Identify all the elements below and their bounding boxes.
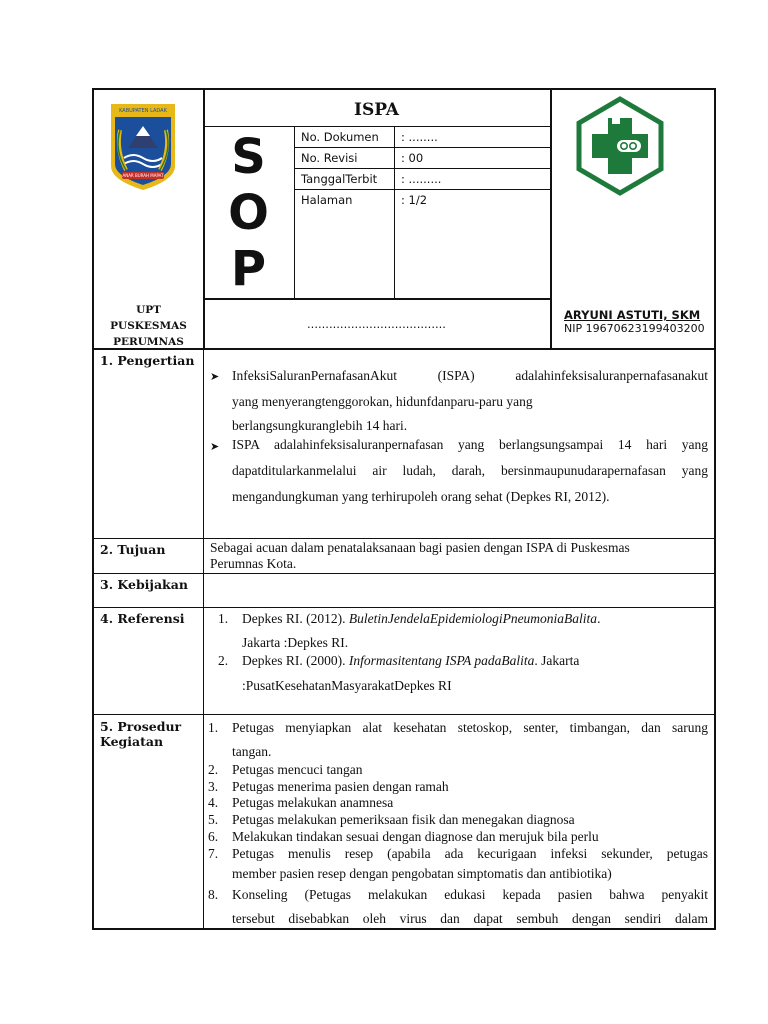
procedure-step [232,720,708,762]
section-label-pengertian: 1. Pengertian [100,353,195,368]
text-line: Perumnas Kota. [210,556,297,571]
puskesmas-logo [570,96,670,196]
section-label-kebijakan: 3. Kebijakan [100,577,188,592]
procedure-step: Petugas menerima pasien dengan ramah [232,779,449,794]
ref-text: . [597,611,601,626]
step-number: 2. [208,762,219,777]
head-nip: NIP 19670623199403200 [564,322,705,335]
text-line: dapatditularkanmelalui air ludah, darah, bersinmaupunudarapernafasan yang [232,463,708,478]
procedure-step: Petugas melakukan pemeriksaan fisik dan menegakan diagnosa [232,812,575,827]
ref-text: Depkes RI. (2012). [242,611,349,626]
reference-line2: Jakarta :Depkes RI. [242,635,349,650]
sop-letter: P [230,241,267,297]
meta-value: : ......... [401,172,442,186]
sop-document [92,88,716,930]
text-line: tersebut disebabkan oleh virus dan dapat sembuh dengan sendiri dalam [232,911,708,926]
reference-line2: :PusatKesehatanMasyarakatDepkes RI [242,678,452,693]
procedure-step: Melakukan tindakan sesuai dengan diagnose dan merujuk bila perlu [232,829,599,844]
org-line: UPT [136,304,161,316]
definition-bullet [232,368,708,436]
meta-value: : ........ [401,130,438,144]
definition-bullet [232,437,708,507]
divider [94,538,714,539]
step-number: 1. [208,720,219,735]
step-number: 4. [208,795,219,810]
step-number: 6. [208,829,219,844]
org-line: PUSKESMAS [110,320,187,332]
procedure-step [232,846,708,884]
emblem-title: KABUPATEN LADAK [119,108,167,114]
procedure-step [232,887,708,929]
text-line: Petugas menulis resep (apabila ada kecurigaan infeksi sekunder, petugas [232,846,708,861]
organization-name [94,302,203,350]
divider [550,90,552,348]
sop-letter: O [228,185,269,241]
org-line: PERUMNAS [113,336,184,348]
divider [294,126,295,298]
meta-label: Halaman [301,193,353,207]
step-number: 3. [208,779,219,794]
arrow-bullet-icon: ➤ [210,440,220,453]
text-line: tangan. [232,744,272,759]
reference-item [242,611,600,627]
emblem-motto: ANAR BURAH MAPAT [122,173,164,178]
meta-label: No. Dokumen [301,130,379,144]
text-line: yang menyerangtenggorokan, hidunfdanparu-paru yang [232,394,533,409]
text-line: ISPA adalahinfeksisaluranpernafasan yang berlangsungsampai 14 hari yang [232,437,708,452]
meta-label: No. Revisi [301,151,358,165]
text-line: member pasien resep dengan pengobatan simptomatis dan antibiotika) [232,866,612,881]
signature-placeholder: ...................................... [307,317,446,331]
section-label-prosedur [100,719,181,749]
objective-text [210,540,706,572]
label-line: 5. Prosedur [100,719,182,734]
ref-title: BuletinJendelaEpidemiologiPneumoniaBalita [348,611,598,626]
reference-number: 2. [218,653,229,668]
text-line: Petugas menyiapkan alat kesehatan stetoskop, senter, timbangan, dan sarung [232,720,708,735]
divider [94,607,714,608]
divider [94,573,714,574]
divider [94,714,714,715]
meta-label: TanggalTerbit [301,172,378,186]
label-line: Kegiatan [100,734,164,749]
sop-letter: S [231,129,266,185]
ref-text: Depkes RI. (2000). [242,653,349,668]
text-line: Sebagai acuan dalam penatalaksanaan bagi pasien dengan ISPA di Puskesmas [210,540,630,555]
arrow-bullet-icon: ➤ [210,370,220,383]
divider [203,126,550,127]
divider [294,147,550,148]
step-number: 7. [208,846,219,861]
ref-text: . Jakarta [534,653,580,668]
divider [394,126,395,298]
step-number: 5. [208,812,219,827]
section-label-tujuan: 2. Tujuan [100,542,166,557]
text-line: InfeksiSaluranPernafasanAkut (ISPA) adalahinfeksisaluranpernafasanakut [232,368,708,383]
step-number: 8. [208,887,219,902]
procedure-step: Petugas mencuci tangan [232,762,363,777]
head-name: ARYUNI ASTUTI, SKM [564,308,701,322]
meta-value: : 00 [401,151,424,165]
text-line: berlangsungkuranglebih 14 hari. [232,418,408,433]
text-line: mengandungkuman yang terhirupoleh orang sehat (Depkes RI, 2012). [232,489,610,504]
divider [294,168,550,169]
meta-value: : 1/2 [401,193,428,207]
regency-emblem-logo [108,100,178,192]
section-label-referensi: 4. Referensi [100,611,185,626]
reference-number: 1. [218,611,229,626]
divider [294,189,550,190]
procedure-step: Petugas melakukan anamnesa [232,795,394,810]
sop-letters [203,129,294,301]
reference-item [242,653,579,669]
document-title: ISPA [354,100,399,120]
divider [203,348,204,930]
ref-title: Informasitentang ISPA padaBalita [348,653,535,668]
text-line: Konseling (Petugas melakukan edukasi kepada pasien bahwa penyakit [232,887,708,902]
